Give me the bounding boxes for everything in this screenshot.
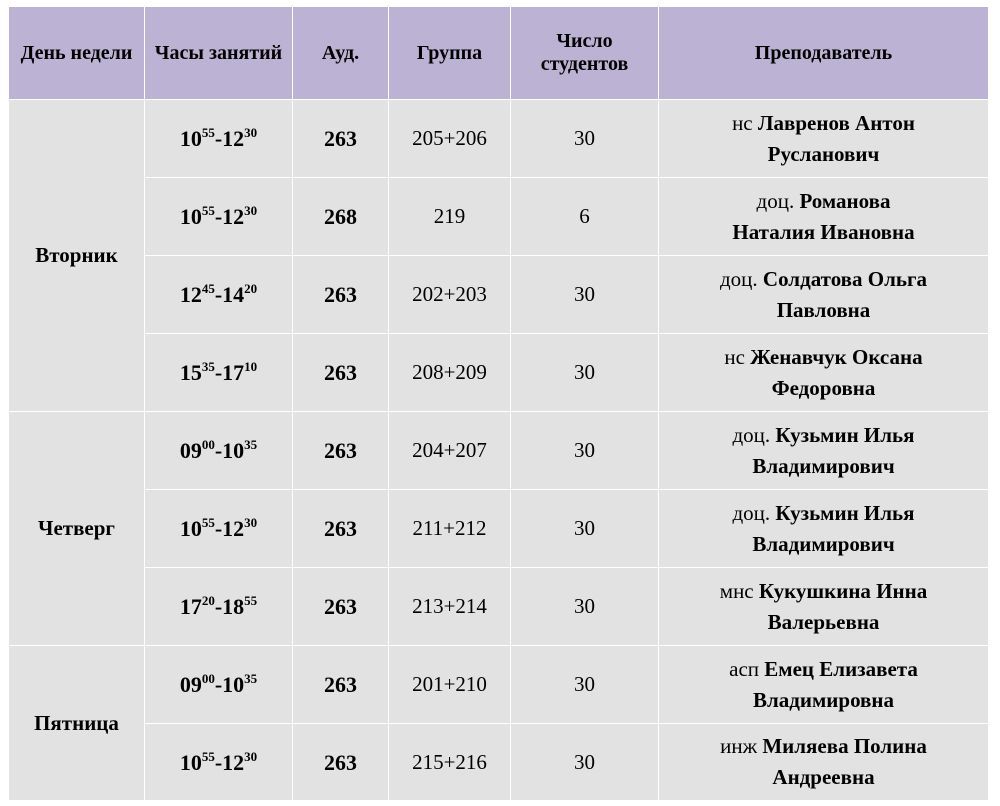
header-day-text: День недели [20,41,133,64]
table-row [9,724,989,801]
teacher-cell [659,724,989,801]
day-cell [9,646,145,801]
time-end-minute: 55 [244,593,258,608]
teacher-cell [659,100,989,178]
teacher-cell [659,568,989,646]
teacher-cell [659,256,989,334]
time-start-hour: 09 [179,438,202,463]
time-end-minute: 20 [244,281,258,296]
header-teacher [659,7,989,100]
header-group [389,7,511,100]
group-cell: 211+212 [389,490,511,568]
teacher-name-line2: Русланович [767,141,880,166]
schedule-table [8,6,989,801]
table-row [9,178,989,256]
time-start-minute: 55 [201,125,215,140]
time-start-hour: 17 [179,594,202,619]
time-cell: $10^{55}-12^{30}$ [145,178,293,256]
time-start-hour: 12 [179,282,202,307]
students-cell: 30 [511,334,659,412]
header-teacher-text: Преподаватель [754,41,893,64]
day-cell [9,100,145,412]
teacher-cell [659,490,989,568]
time-end-minute: 30 [244,748,258,764]
time-end-hour: 18 [222,594,245,619]
teacher-name-line2: Федоровна [771,375,876,400]
day-name: Пятница [34,710,119,735]
teacher-title: инж [720,734,758,758]
teacher-name-line2: Валерьевна [767,609,880,634]
room-cell: 263 [293,334,389,412]
time-end-hour: 12 [222,126,245,151]
group-cell: 202+203 [389,256,511,334]
teacher-cell [659,334,989,412]
table-row [9,100,989,178]
header-hours-text: Часы занятий [154,41,283,64]
time-start-hour: 15 [179,360,202,385]
students-cell: 30 [511,568,659,646]
header-hours [145,7,293,100]
time-end-minute: 30 [244,515,258,530]
table-row [9,568,989,646]
group-cell: 204+207 [389,412,511,490]
room-cell: 268 [293,178,389,256]
header-students-text: Число студентов [540,30,629,75]
teacher-title: доц. [756,188,795,213]
time-start-minute: 55 [201,203,215,218]
students-cell: 30 [511,412,659,490]
day-name: Вторник [35,243,118,267]
time-end-minute: 30 [244,203,258,218]
time-end-hour: 12 [222,204,245,229]
time-start-minute: 00 [201,671,215,686]
room-cell: 263 [293,646,389,724]
teacher-cell [659,412,989,490]
teacher-title: доц. [719,266,758,291]
time-cell: $17^{20}-18^{55}$ [145,568,293,646]
teacher-name-line2: Андреевна [772,765,875,789]
schedule-body [9,100,989,801]
time-start-hour: 10 [179,126,202,151]
time-cell: $09^{00}-10^{35}$ [145,646,293,724]
time-start-minute: 35 [201,359,215,374]
table-row [9,490,989,568]
header-day [9,7,145,100]
group-cell: 205+206 [389,100,511,178]
header-group-text: Группа [416,41,483,64]
day-name: Четверг [38,516,115,540]
teacher-title: нс [732,110,753,135]
room-cell: 263 [293,724,389,801]
teacher-name-line1: Емец Елизавета [764,656,918,681]
teacher-title: нс [724,344,745,369]
time-start-hour: 10 [179,204,202,229]
time-end-minute: 30 [244,125,258,140]
teacher-name-line1: Кузьмин Илья [775,422,915,447]
time-start-hour: 09 [179,672,202,697]
teacher-title: мнс [719,578,754,603]
time-start-minute: 55 [201,748,215,764]
time-end-minute: 35 [244,437,258,452]
teacher-name-line2: Павловна [776,297,871,322]
header-room-text: Ауд. [321,41,360,64]
students-cell: 30 [511,646,659,724]
time-end-hour: 10 [222,438,245,463]
time-end-hour: 14 [222,282,245,307]
day-cell [9,412,145,646]
time-cell: $15^{35}-17^{10}$ [145,334,293,412]
time-cell: $10^{55}-12^{30}$ [145,490,293,568]
header-room [293,7,389,100]
teacher-name-line2: Наталия Ивановна [732,219,915,244]
teacher-name-line2: Владимировна [752,687,894,712]
time-end-hour: 10 [222,672,245,697]
teacher-title: доц. [732,500,771,525]
time-end-hour: 12 [222,749,245,775]
table-row [9,334,989,412]
teacher-cell [659,178,989,256]
students-cell: 30 [511,256,659,334]
time-end-minute: 35 [244,671,258,686]
time-start-hour: 10 [179,516,202,541]
time-start-hour: 10 [179,749,202,775]
teacher-title: доц. [732,422,771,447]
group-cell: 219 [389,178,511,256]
teacher-name-line2: Владимирович [752,453,895,478]
teacher-name-line1: Кукушкина Инна [758,578,928,603]
time-start-minute: 55 [201,515,215,530]
time-cell: $12^{45}-14^{20}$ [145,256,293,334]
teacher-name-line1: Кузьмин Илья [775,500,915,525]
group-cell: 208+209 [389,334,511,412]
time-cell: $09^{00}-10^{35}$ [145,412,293,490]
room-cell: 263 [293,490,389,568]
table-row [9,412,989,490]
header-row [9,7,989,100]
time-end-hour: 12 [222,516,245,541]
table-row [9,256,989,334]
time-end-minute: 10 [244,359,258,374]
table-row [9,646,989,724]
room-cell: 263 [293,256,389,334]
time-start-minute: 20 [201,593,215,608]
time-start-minute: 45 [201,281,215,296]
header-students [511,7,659,100]
teacher-cell [659,646,989,724]
students-cell: 6 [511,178,659,256]
teacher-name-line2: Владимирович [752,531,895,556]
students-cell: 30 [511,490,659,568]
teacher-name-line1: Романова [799,188,891,213]
teacher-name-line1: Солдатова Ольга [762,266,928,291]
teacher-name-line1: Миляева Полина [762,734,927,758]
group-cell: 215+216 [389,724,511,801]
time-cell: $10^{55}-12^{30}$ [145,100,293,178]
teacher-name-line1: Лавренов Антон [757,110,915,135]
time-cell: $10^{55}-12^{30}$ [145,724,293,801]
teacher-title: асп [729,656,760,681]
group-cell: 213+214 [389,568,511,646]
room-cell: 263 [293,100,389,178]
time-end-hour: 17 [222,360,245,385]
teacher-name-line1: Женавчук Оксана [750,344,923,369]
time-start-minute: 00 [201,437,215,452]
group-cell: 201+210 [389,646,511,724]
room-cell: 263 [293,568,389,646]
students-cell: 30 [511,724,659,801]
room-cell: 263 [293,412,389,490]
students-cell: 30 [511,100,659,178]
